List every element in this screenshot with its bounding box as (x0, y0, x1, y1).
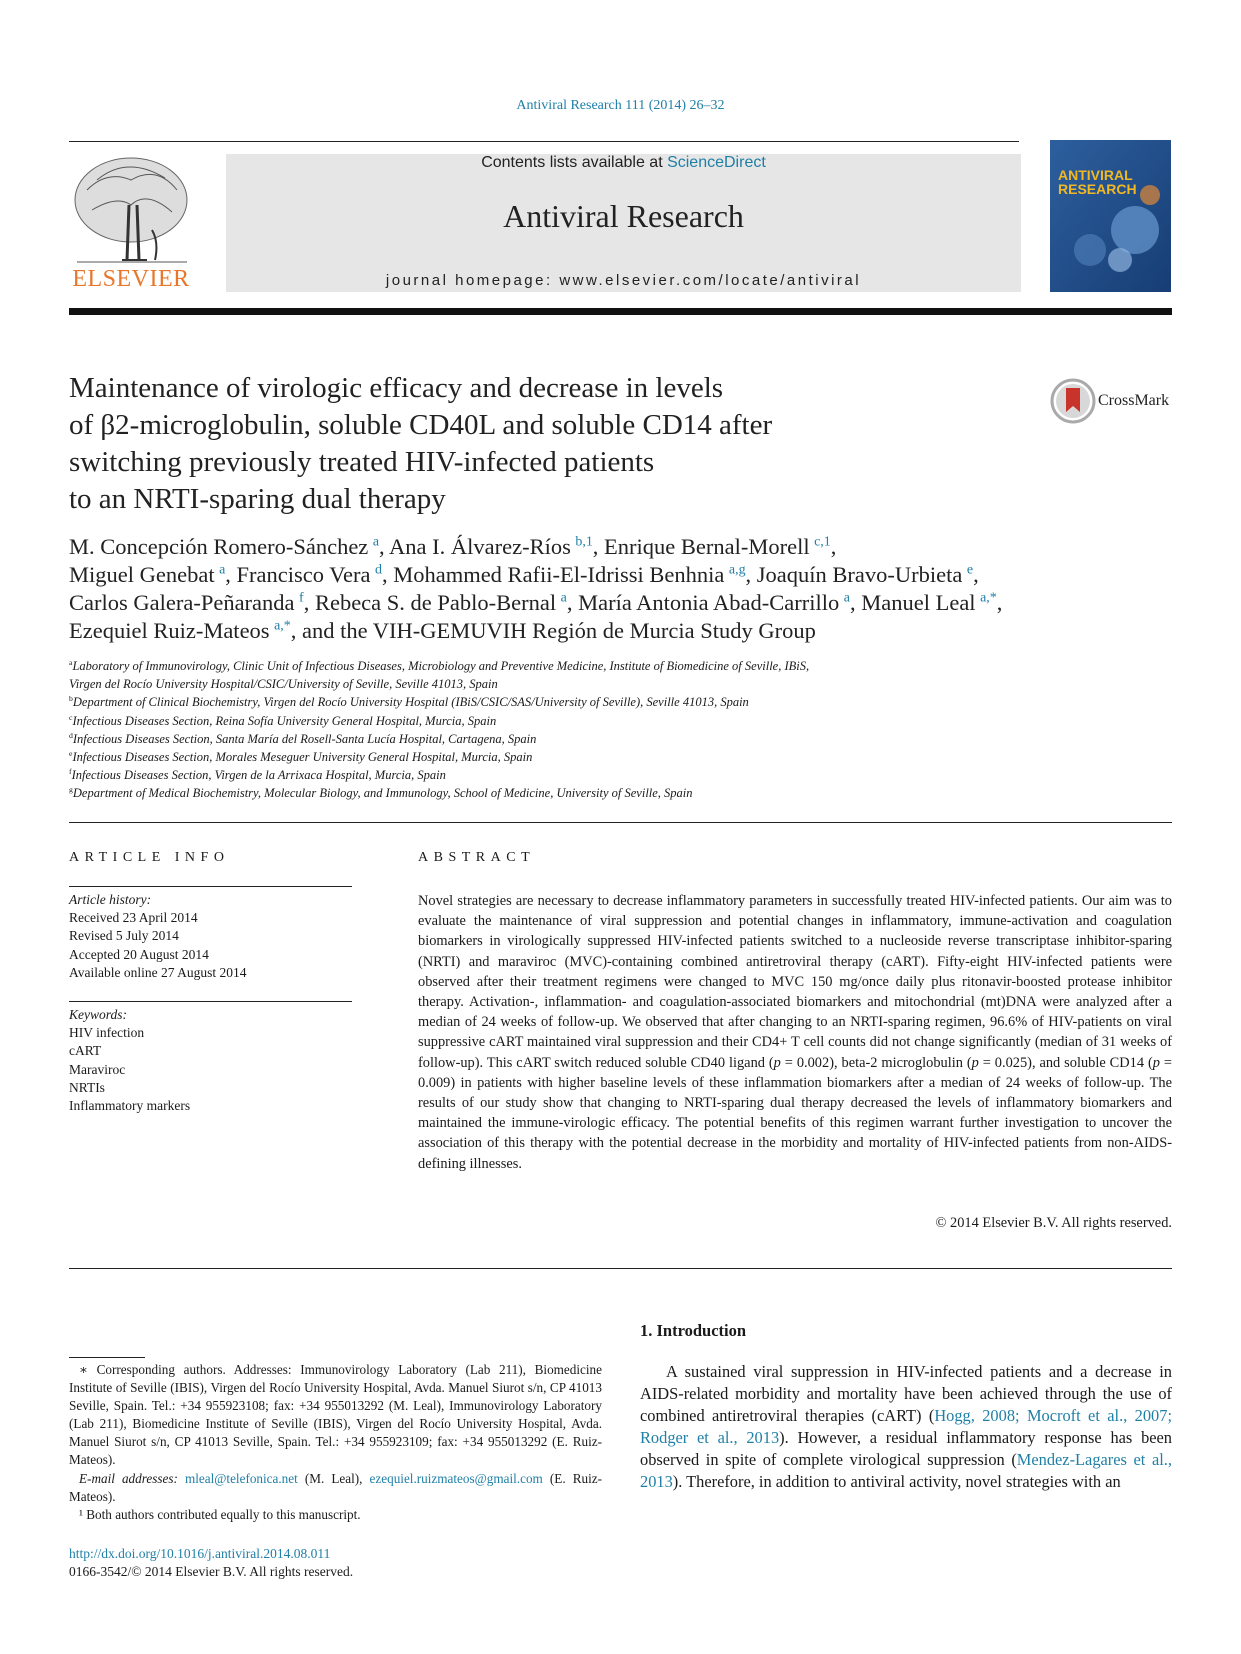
affiliation-mark: b (69, 694, 73, 704)
intro-part: ). Therefore, in addition to antiviral activity, novel strategies with an (672, 1472, 1121, 1492)
affiliation-text: Infectious Diseases Section, Reina Sofía University General Hospital, Murcia, Spain (72, 713, 497, 728)
citation-link[interactable]: Mendez-Lagares et al., 2013 (640, 1450, 1172, 1492)
email-owner: (M. Leal), (297, 1470, 370, 1486)
title-line: Maintenance of virologic efficacy and decrease in levels (69, 372, 724, 404)
keyword-item: Inflammatory markers (69, 1098, 191, 1114)
abstract-part: p = 0.002), beta-2 microglobulin ( (773, 1054, 972, 1071)
author-affil-mark[interactable]: f (299, 590, 304, 606)
affiliation-text: Infectious Diseases Section, Santa María del Rosell-Santa Lucía Hospital, Cartagena, Spain (72, 731, 537, 746)
author-affil-mark[interactable]: a (843, 590, 850, 606)
affiliation-item (69, 784, 1069, 802)
affiliation-item (69, 657, 1069, 675)
journal-citation-link[interactable]: Antiviral Research 111 (2014) 26–32 (516, 98, 725, 113)
history-item: Accepted 20 August 2014 (69, 946, 209, 962)
history-item: Available online 27 August 2014 (69, 964, 247, 980)
intro-part: ). However, a residual inflammatory response has been observed in spite of complete virological suppression ( (640, 1428, 1173, 1470)
affiliation-mark: e (69, 748, 73, 758)
article-title (69, 370, 899, 518)
author-affil-mark[interactable]: d (374, 562, 382, 578)
introduction-text (640, 1361, 1172, 1494)
author-name[interactable]: Joaquín Bravo-Urbieta (756, 562, 963, 587)
cover-illustration (1050, 140, 1171, 292)
affiliation-mark: g (69, 785, 73, 795)
article-history (69, 891, 246, 982)
title-line: to an NRTI-sparing dual therapy (69, 483, 446, 515)
section-rule (69, 822, 1172, 823)
affiliation-item (69, 730, 1069, 748)
header-thick-rule (69, 308, 1172, 315)
author-name[interactable]: Carlos Galera-Peñaranda (69, 590, 295, 615)
affiliation-mark: f (69, 767, 72, 777)
title-line: of β2-microglobulin, soluble CD40L and soluble CD14 after (69, 409, 773, 441)
affiliation-item (69, 712, 1069, 730)
author-name[interactable]: Ezequiel Ruiz-Mateos (69, 618, 270, 643)
affiliation-text: Department of Medical Biochemistry, Molecular Biology, and Immunology, School of Medicine, University of Seville, Spain (72, 786, 693, 801)
keywords-rule (69, 1001, 352, 1002)
email-label: E-mail addresses: (79, 1470, 185, 1486)
keyword-item: NRTIs (69, 1079, 105, 1095)
author-affil-mark[interactable]: a,* (980, 590, 997, 606)
article-info-heading: ARTICLE INFO (69, 850, 230, 865)
author-name[interactable]: M. Concepción Romero-Sánchez (69, 534, 369, 559)
abstract-part: Novel strategies are necessary to decrease inflammatory parameters in successfully treated HIV-infected patients. Our aim was to evaluate the maintenance of viral suppression and potential changes in inflammatory, immune-activation and coagulation biomarkers in virologically suppressed HIV-infected patients switched to a nucleoside reverse transcriptase inhibitor-sparing (NRTI) and maraviroc (MVC)-containing combined antiretroviral therapy (cART). Fifty-eight HIV-infected patients were observed after their treatment regimens were changed to MVC 150 mg/once daily plus ritonavir-boosted protease inhibitor therapy. Activation-, inflammation- and coagulation-associated biomarkers and mitochondrial (mt)DNA were analyzed after a median of 24 weeks of follow-up. We observed that after changing to an NRTI-sparing regimen, 96.6% of HIV-patients on viral suppressive cART maintained viral suppression and their CD4+ T cell counts did not change significantly (median of 31 weeks of follow-up). This cART switch reduced soluble CD40 ligand ( (418, 893, 1172, 1071)
affiliation-item (69, 693, 1069, 711)
intro-part: A sustained viral suppression in HIV-infected patients and a decrease in AIDS-related morbidity and mortality have been achieved through the use of combined antiretroviral therapies (cART) ( (640, 1362, 1172, 1426)
doi-link[interactable]: http://dx.doi.org/10.1016/j.antiviral.2014.08.011 (69, 1546, 331, 1561)
abstract-text (418, 891, 1172, 1174)
affiliation-mark: c (69, 712, 73, 722)
abstract-heading: ABSTRACT (418, 850, 536, 865)
author-name[interactable]: Enrique Bernal-Morell (604, 534, 810, 559)
journal-title: Antiviral Research (503, 198, 744, 234)
affiliation-text: Laboratory of Immunovirology, Clinic Unit of Infectious Diseases, Microbiology and Preventive Medicine, Institute of Biomedicine of Seville, IBiS, (72, 659, 810, 673)
affiliation-text: Infectious Diseases Section, Virgen de la Arrixaca Hospital, Murcia, Spain (71, 768, 446, 783)
history-item: Received 23 April 2014 (69, 910, 198, 926)
keyword-item: cART (69, 1043, 102, 1059)
crossmark-label: CrossMark (1098, 392, 1170, 409)
email-link[interactable]: mleal@telefonica.net (184, 1470, 298, 1486)
author-name[interactable]: Ana I. Álvarez-Ríos (389, 534, 571, 559)
journal-cover-image[interactable] (1050, 140, 1171, 292)
p-value-symbol: p (1152, 1054, 1160, 1071)
p-value-symbol: p (773, 1054, 781, 1071)
abstract-part: p = 0.009) in patients with higher baseline levels of these inflammation biomarkers after a median of 24 weeks of follow-up. The results of our study show that changing to NRTI-sparing dual therapy decreased the levels of inflammatory biomarkers and maintained the immune-virologic efficacy. The potential benefits of this regimen warrant further investigation to uncover the association of this therapy with the potential decrease in the morbidity and mortality of HIV-infected patients from non-AIDS-defining illnesses. (418, 1054, 1172, 1172)
introduction-heading: 1. Introduction (640, 1321, 747, 1340)
authors-tail: , and the VIH-GEMUVIH Región de Murcia Study Group (290, 618, 816, 643)
corresponding-footnote: ∗ Corresponding authors. Addresses: Immunovirology Laboratory (Lab 211), Biomedicine Institute of Seville (IBIS), Virgen del Rocío University Hospital, Avda. Manuel Siurot s/n, CP 41013 Seville, Spain. Tel.: +34 955923108; fax: +34 955013292 (M. Leal), Immunovirology Laboratory (Lab 211), Biomedicine Institute of Seville (IBIS), Virgen del Rocío University Hospital, Avda. Manuel Siurot s/n, CP 41013 Seville, Spain. Tel.: +34 955923109; fax: +34 955013292 (E. Ruiz-Mateos). (69, 1362, 602, 1468)
author-name[interactable]: Miguel Genebat (69, 562, 215, 587)
contents-line (226, 154, 1021, 172)
journal-homepage[interactable]: journal homepage: www.elsevier.com/locate/antiviral (385, 272, 862, 289)
keyword-item: Maraviroc (69, 1061, 126, 1077)
author-affil-mark[interactable]: a,g (728, 562, 746, 578)
affiliation-text: Department of Clinical Biochemistry, Virgen del Rocío University Hospital (IBiS/CSIC/SAS/University of Seville), Seville 41013, Spain (72, 695, 749, 710)
equal-contribution-footnote: ¹ Both authors contributed equally to this manuscript. (79, 1506, 361, 1522)
footnotes (69, 1361, 602, 1524)
author-list: M. Concepción Romero-Sánchez $^a$, Ana I. Álvarez-Ríos $^{b,1}$, Enrique Bernal-Morell $^{c,1}$, Miguel Genebat $^a$, Francisco Vera $^d$, Mohammed Rafii-El-Idrissi Benhnia $^{a,g}$, Joaquín Bravo-Urbieta $^e$, Carlos Galera-Peñaranda $^f$, Rebeca S. de Pablo-Bernal $^a$, María Antonia Abad-Carrillo $^a$, Manuel Leal $^{a,*}$, Ezequiel Ruiz-Mateos $^{a,*}$, and the VIH-GEMUVIH Región de Murcia Study Group (69, 534, 1003, 643)
affiliation-mark: d (69, 730, 73, 740)
affiliation-mark: a (69, 657, 73, 667)
header-rule (69, 141, 1019, 142)
crossmark-icon (1050, 378, 1096, 424)
affiliation-item (69, 766, 1069, 784)
affiliation-text: Virgen del Rocío University Hospital/CSIC/University of Seville, Seville 41013, Spain (69, 677, 498, 692)
elsevier-wordmark: ELSEVIER (72, 266, 190, 292)
doi-block (69, 1545, 353, 1581)
author-name[interactable]: Manuel Leal (861, 590, 976, 615)
keywords-list (69, 1006, 190, 1115)
footnote-rule (69, 1357, 145, 1358)
affiliation-item (69, 748, 1069, 766)
title-line: switching previously treated HIV-infected patients (69, 446, 655, 478)
email-owner: (E. Ruiz-Mateos). (69, 1470, 603, 1504)
keyword-item: HIV infection (69, 1025, 145, 1041)
author-name[interactable]: María Antonia Abad-Carrillo (578, 590, 840, 615)
article-info-rule (69, 886, 352, 887)
keywords-label: Keywords: (69, 1007, 127, 1022)
affiliation-list (69, 657, 1069, 803)
cover-title: ANTIVIRAL RESEARCH (1058, 167, 1137, 197)
history-label: Article history: (69, 892, 152, 907)
issn-line: 0166-3542/© 2014 Elsevier B.V. All rights reserved. (69, 1564, 354, 1580)
author-affil-mark[interactable]: a (560, 590, 567, 606)
author-name[interactable]: Mohammed Rafii-El-Idrissi Benhnia (393, 562, 725, 587)
email-footnote (69, 1470, 602, 1506)
author-affil-mark[interactable]: e (966, 562, 974, 578)
citation-link[interactable]: Hogg, 2008; Mocroft et al., 2007; Rodger et al., 2013 (640, 1406, 1172, 1448)
email-link[interactable]: ezequiel.ruizmateos@gmail.com (369, 1470, 543, 1486)
elsevier-logo[interactable] (67, 150, 195, 292)
author-affil-mark[interactable]: a (219, 562, 226, 578)
author-name[interactable]: Rebeca S. de Pablo-Bernal (314, 590, 557, 615)
author-name[interactable]: Francisco Vera (236, 562, 371, 587)
author-affil-mark[interactable]: c,1 (814, 534, 831, 550)
history-item: Revised 5 July 2014 (69, 928, 179, 944)
abstract-part: p = 0.025), and soluble CD14 ( (971, 1054, 1153, 1071)
p-value-symbol: p (971, 1054, 979, 1071)
contents-prefix: Contents lists available at (481, 154, 668, 171)
author-affil-mark[interactable]: a (372, 534, 379, 550)
abstract-bottom-rule (69, 1268, 1172, 1269)
abstract-copyright: © 2014 Elsevier B.V. All rights reserved. (935, 1215, 1172, 1231)
author-affil-mark[interactable]: a,* (274, 618, 291, 634)
affiliation-item (69, 675, 1069, 693)
sciencedirect-link[interactable]: ScienceDirect (667, 154, 766, 171)
author-affil-mark[interactable]: b,1 (575, 534, 593, 550)
affiliation-text: Infectious Diseases Section, Morales Meseguer University General Hospital, Murcia, Spain (72, 750, 533, 765)
